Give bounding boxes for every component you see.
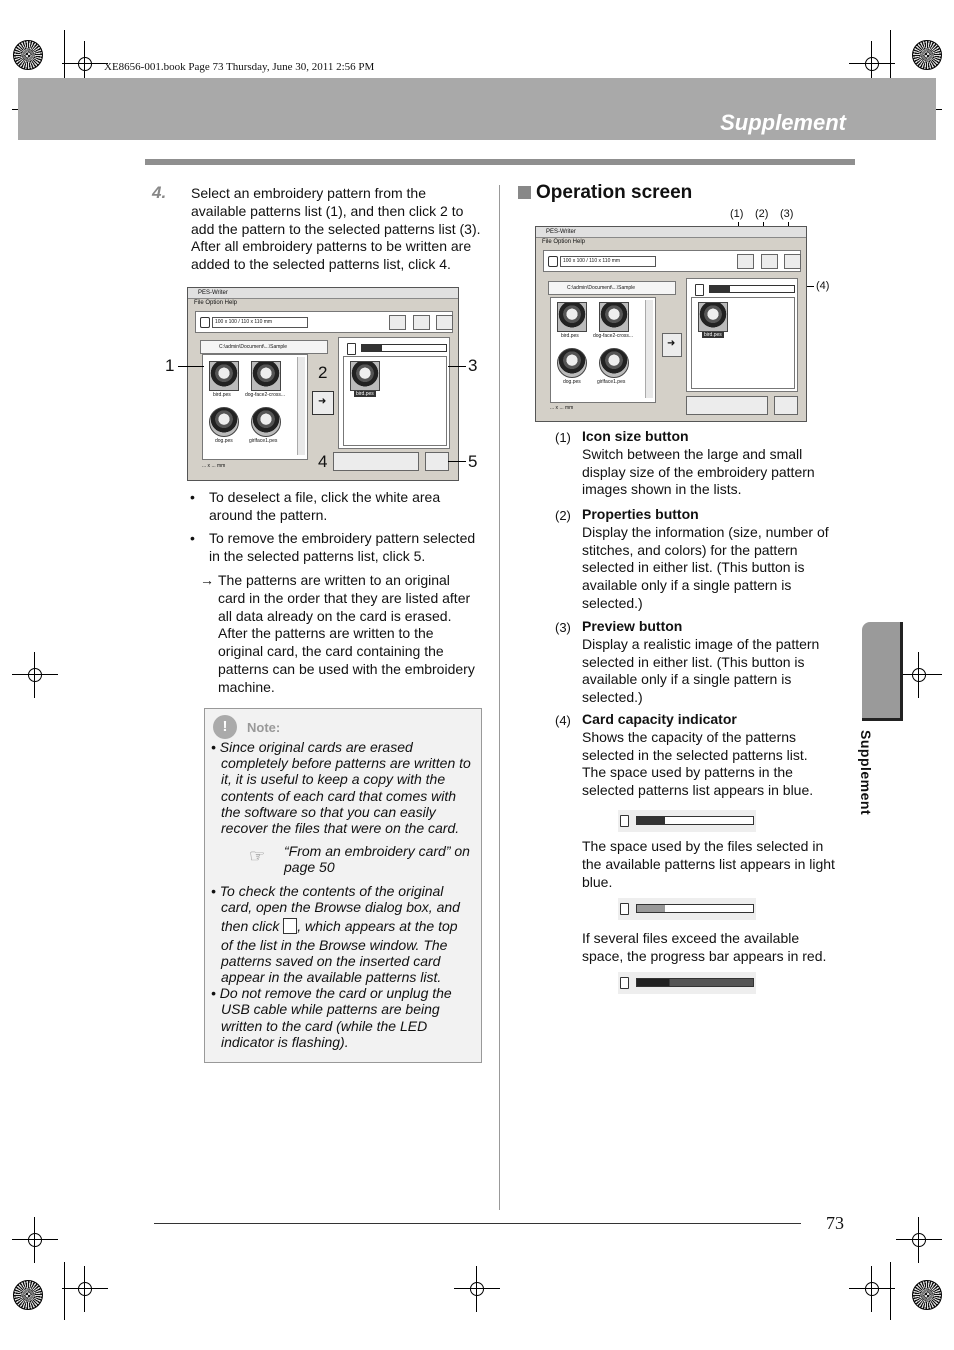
note-box xyxy=(204,708,482,1063)
capacity-bar xyxy=(636,904,754,913)
pattern-thumbnail[interactable] xyxy=(599,348,629,378)
registration-sunburst-icon xyxy=(13,1280,43,1310)
result-line: all data already on the card is erased. xyxy=(218,607,452,624)
note-line: • Since original cards are erased xyxy=(211,739,413,755)
scrollbar[interactable] xyxy=(297,357,305,455)
definition-body xyxy=(582,506,852,613)
registration-crosshair-icon xyxy=(22,662,48,688)
bullet-dot: • xyxy=(190,530,195,546)
result-line: card in the order that they are listed after xyxy=(218,589,471,606)
callout-4: 4 xyxy=(318,452,328,471)
preview-button[interactable] xyxy=(436,315,453,330)
available-patterns-list[interactable] xyxy=(550,297,656,403)
registration-crosshair-icon xyxy=(72,1276,98,1302)
pattern-thumbnail[interactable] xyxy=(698,302,728,332)
definition-term: Card capacity indicator xyxy=(582,711,737,727)
card-icon xyxy=(620,977,629,989)
step-line: Select an embroidery pattern from the xyxy=(191,185,427,201)
file-name: dog.pes xyxy=(215,438,233,444)
definition-label: (3) xyxy=(555,620,571,635)
heading-square-icon xyxy=(518,186,531,199)
note-reference[interactable] xyxy=(284,843,474,875)
result-arrow: → xyxy=(200,572,214,588)
properties-button[interactable] xyxy=(761,254,778,269)
pattern-thumbnail[interactable] xyxy=(599,302,629,332)
file-name: bird.pes xyxy=(213,392,231,398)
window-menu: File Option Help xyxy=(194,300,238,306)
callout-1: 1 xyxy=(165,356,175,375)
definition-line: available only if a single pattern is xyxy=(582,577,792,594)
note-line: completely before patterns are written to xyxy=(221,755,471,772)
step-line: add the pattern to the selected patterns list (3). xyxy=(191,220,481,237)
file-name: dog-face2-cross... xyxy=(593,333,634,339)
result-line: After the patterns are written to the xyxy=(218,625,434,642)
note-line: appear in the available patterns list. xyxy=(221,969,442,986)
definition-term: Properties button xyxy=(582,506,699,522)
definition-line: display size of the embroidery pattern xyxy=(582,463,815,480)
registration-crosshair-icon xyxy=(859,51,885,77)
note-item xyxy=(211,739,477,836)
result-line: patterns can be used with the embroidery xyxy=(218,660,475,677)
text-line: space, the progress bar appears in red. xyxy=(582,947,827,964)
status-text: ... x ... mm xyxy=(550,405,574,411)
definition-line: Shows the capacity of the patterns xyxy=(582,728,797,745)
bullet-line: To remove the embroidery pattern selected xyxy=(209,530,476,546)
remove-button[interactable] xyxy=(774,396,798,415)
properties-button[interactable] xyxy=(413,315,430,330)
icon-size-button[interactable] xyxy=(389,315,406,330)
selected-area[interactable] xyxy=(691,297,795,389)
bullet-dot: • xyxy=(190,489,195,505)
column-divider xyxy=(499,185,500,1210)
browse-card-icon xyxy=(283,918,297,934)
path-field: C:\admin\Document\...\Sample xyxy=(200,340,328,354)
result-line: machine. xyxy=(218,678,275,695)
note-line: page 50 xyxy=(284,859,335,876)
capacity-bar xyxy=(636,978,754,987)
file-name: girlface1.pes xyxy=(249,438,278,444)
definition-body xyxy=(582,428,852,499)
selected-patterns-list[interactable] xyxy=(686,278,798,392)
scrollbar[interactable] xyxy=(645,300,653,398)
registration-crosshair-icon xyxy=(464,1276,490,1302)
note-line: card, open the Browse dialog box, and xyxy=(221,899,460,916)
definition-line: selected patterns list appears in blue. xyxy=(582,782,814,799)
toolbar xyxy=(543,250,801,272)
definition-line: stitches, and colors) for the pattern xyxy=(582,541,798,558)
write-to-card-button[interactable] xyxy=(333,452,419,471)
page-number: 73 xyxy=(826,1213,844,1233)
callout-line xyxy=(448,461,466,462)
side-tab-label: Supplement xyxy=(858,730,874,816)
definition-label: (2) xyxy=(555,508,571,523)
step-number: 4. xyxy=(152,183,167,202)
definition-list xyxy=(555,428,845,811)
definition-line: selected in either list. (This button is xyxy=(582,653,805,670)
pattern-thumbnail[interactable] xyxy=(209,407,239,437)
capacity-example-blue xyxy=(618,810,756,832)
pattern-thumbnail[interactable] xyxy=(557,302,587,332)
registration-crosshair-icon xyxy=(906,1227,932,1253)
definition-body xyxy=(582,711,852,800)
capacity-example-red xyxy=(618,972,756,994)
step-line: available patterns list (1), and then click 2 to xyxy=(191,202,464,219)
definition-item xyxy=(555,506,845,618)
capacity-bar xyxy=(636,816,754,825)
add-arrow-button[interactable]: ➜ xyxy=(662,333,682,357)
definition-item xyxy=(555,428,845,506)
step-line: added to the selected patterns list, click 4. xyxy=(191,256,451,273)
note-line: it, it is useful to keep a copy with the xyxy=(221,771,446,788)
text-line: If several files exceed the available xyxy=(582,930,800,946)
operation-screen-heading xyxy=(518,182,692,204)
registration-sunburst-icon xyxy=(912,1280,942,1310)
pattern-thumbnail[interactable] xyxy=(557,348,587,378)
window-title: PES-Writer xyxy=(536,227,806,238)
status-text: ... x ... mm xyxy=(202,463,226,469)
definition-term: Icon size button xyxy=(582,428,689,444)
definition-line: Display a realistic image of the pattern xyxy=(582,635,820,652)
definition-label: (1) xyxy=(555,430,571,445)
registration-sunburst-icon xyxy=(912,40,942,70)
card-icon xyxy=(695,284,704,296)
callout-(4): (4) xyxy=(816,280,830,292)
toolbar xyxy=(195,311,453,333)
result-line: original card, the card containing the xyxy=(218,643,444,660)
card-icon xyxy=(620,815,629,827)
definition-item xyxy=(555,711,845,811)
icon-size-button[interactable] xyxy=(737,254,754,269)
note-after: , which appears at the top xyxy=(297,918,458,935)
note-then: then click xyxy=(221,918,280,935)
selected-area[interactable] xyxy=(343,356,447,446)
crop-mark xyxy=(64,30,65,78)
bullet-line: around the pattern. xyxy=(209,506,328,523)
write-to-card-button[interactable] xyxy=(686,396,768,415)
note-line: the software so that you can easily xyxy=(221,803,436,820)
definition-term: Preview button xyxy=(582,618,683,634)
remove-button[interactable] xyxy=(425,452,449,471)
window-title: PES-Writer xyxy=(188,288,458,299)
note-line: written to the card (while the LED xyxy=(221,1017,428,1034)
selected-patterns-list[interactable] xyxy=(338,337,450,449)
heading-text: Operation screen xyxy=(536,182,693,203)
file-name: girlface1.pes xyxy=(597,379,626,385)
footer-rule xyxy=(154,1223,801,1224)
supplement-side-tab xyxy=(862,622,903,721)
note-line: indicator is flashing). xyxy=(221,1033,349,1050)
definition-line: selected in either list. (This button is xyxy=(582,559,805,576)
step-text xyxy=(191,185,491,274)
definition-label: (4) xyxy=(555,713,571,728)
add-arrow-button[interactable]: ➜ xyxy=(312,391,334,415)
text-line: blue. xyxy=(582,873,613,890)
note-line: recover the files that were on the card. xyxy=(221,820,460,837)
card-capacity-bar xyxy=(361,344,447,352)
pattern-thumbnail[interactable] xyxy=(251,361,281,391)
card-icon xyxy=(347,343,356,355)
card-icon xyxy=(620,903,629,915)
note-line: “From an embroidery card” on xyxy=(284,843,470,859)
window-menu: File Option Help xyxy=(542,239,586,245)
text-line: The space used by the files selected in xyxy=(582,838,824,854)
registration-crosshair-icon xyxy=(906,662,932,688)
note-line: USB cable while patterns are being xyxy=(221,1001,440,1018)
pattern-thumbnail[interactable] xyxy=(350,361,380,391)
callout-line xyxy=(448,366,466,367)
pattern-thumbnail[interactable] xyxy=(251,407,281,437)
path-field: C:\admin\Document\...\Sample xyxy=(548,281,676,295)
red-text xyxy=(582,930,852,966)
definition-line: Switch between the large and small xyxy=(582,445,803,462)
bullet-item xyxy=(209,530,489,566)
card-capacity-bar xyxy=(709,285,795,293)
bullet-item xyxy=(209,489,489,525)
definition-line: The space used by patterns in the xyxy=(582,764,793,781)
callout-5: 5 xyxy=(468,452,478,471)
note-line xyxy=(211,918,477,934)
file-name: bird.pes xyxy=(356,391,374,397)
available-patterns-list[interactable] xyxy=(202,354,308,460)
note-line: of the list in the Browse window. The xyxy=(221,936,448,953)
registration-crosshair-icon xyxy=(72,51,98,77)
size-select[interactable]: 100 x 100 / 110 x 110 mm xyxy=(212,317,308,328)
definition-body xyxy=(582,618,852,707)
definition-line: Display the information (size, number of xyxy=(582,523,829,540)
registration-sunburst-icon xyxy=(13,40,43,70)
file-name: dog-face2-cross... xyxy=(245,392,286,398)
definition-line: selected.) xyxy=(582,594,643,611)
note-line: contents of each card that comes with xyxy=(221,787,457,804)
crop-mark xyxy=(890,30,891,78)
section-title: Supplement xyxy=(720,110,846,135)
pattern-thumbnail[interactable] xyxy=(209,361,239,391)
reference-hand-icon: ☞ xyxy=(249,846,266,866)
bullet-line: To deselect a file, click the white area xyxy=(209,489,441,505)
book-line: XE8656-001.book Page 73 Thursday, June 30, 2011 2:56 PM xyxy=(104,61,375,73)
card-icon xyxy=(200,317,210,328)
callout-(1): (1) xyxy=(730,208,744,220)
preview-button[interactable] xyxy=(784,254,801,269)
definition-line: selected.) xyxy=(582,689,643,706)
callout-line xyxy=(178,366,204,367)
note-item xyxy=(211,883,477,1050)
operation-screen-screenshot xyxy=(535,226,807,422)
bullet-line: in the selected patterns list, click 5. xyxy=(209,547,426,564)
note-line: • To check the contents of the original xyxy=(211,883,444,899)
note-line: • Do not remove the card or unplug the xyxy=(211,985,452,1002)
registration-crosshair-icon xyxy=(22,1227,48,1253)
definition-item xyxy=(555,618,845,711)
definition-line: selected in the selected patterns list. xyxy=(582,746,808,763)
crop-mark xyxy=(890,1262,891,1320)
callout-(3): (3) xyxy=(780,208,794,220)
definition-line: images shown in the lists. xyxy=(582,481,742,498)
callout-3: 3 xyxy=(468,356,478,375)
light-blue-text xyxy=(582,838,852,891)
capacity-example-light-blue xyxy=(618,898,756,920)
header-rule xyxy=(145,159,855,165)
file-name: dog.pes xyxy=(563,379,581,385)
definition-line: available only if a single pattern is xyxy=(582,671,792,688)
result-line: The patterns are written to an original xyxy=(218,572,450,588)
text-line: the available patterns list appears in light xyxy=(582,855,835,872)
file-name: bird.pes xyxy=(704,332,722,338)
note-icon: ! xyxy=(213,715,237,739)
callout-2: 2 xyxy=(318,363,328,382)
step-line: After all embroidery patterns to be written are xyxy=(191,238,472,255)
size-select[interactable]: 100 x 100 / 110 x 110 mm xyxy=(560,256,656,267)
result-text xyxy=(218,572,490,697)
card-icon xyxy=(548,256,558,267)
note-title: Note: xyxy=(247,720,281,735)
callout-(2): (2) xyxy=(755,208,769,220)
note-line: patterns saved on the inserted card xyxy=(221,952,441,969)
registration-crosshair-icon xyxy=(859,1276,885,1302)
file-name: bird.pes xyxy=(561,333,579,339)
crop-mark xyxy=(64,1262,65,1320)
